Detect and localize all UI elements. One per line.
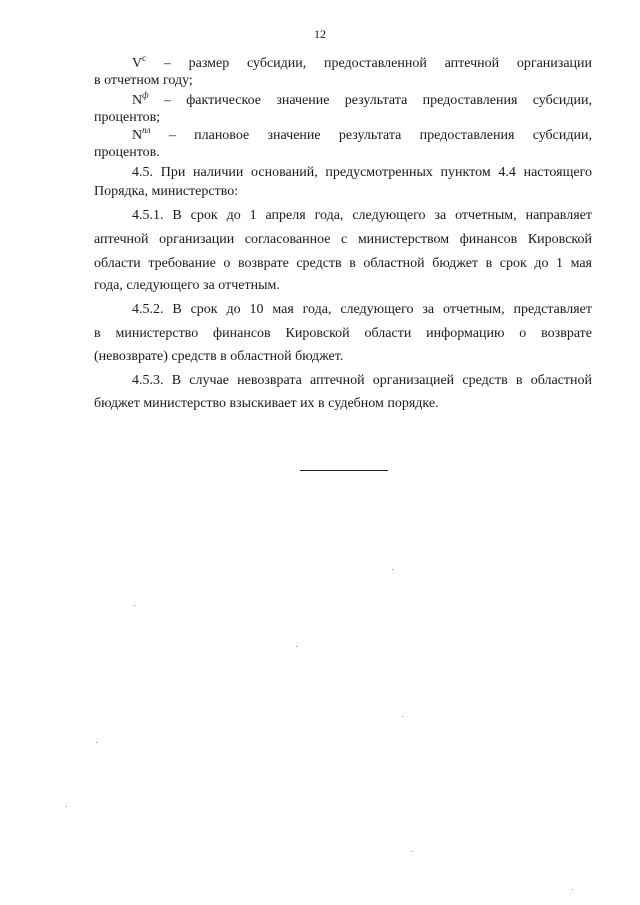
paragraph-line: 4.5.1. В срок до 1 апреля года, следующего за отчетным, направляет (132, 208, 592, 223)
paragraph-line: Порядка, министерство: (94, 184, 239, 199)
definition-line: процентов. (94, 145, 160, 160)
scan-speck (134, 605, 135, 606)
scan-speck (296, 646, 297, 647)
definition-symbol: N (132, 128, 143, 143)
definition-line: процентов; (94, 110, 161, 125)
definition-symbol: V (132, 56, 143, 71)
scan-speck (392, 569, 393, 570)
definition-line (132, 55, 592, 73)
definition-line (132, 127, 592, 145)
definition-line (132, 92, 592, 110)
paragraph-line: аптечной организации согласованное с министерством финансов Кировской (94, 232, 592, 247)
definition-symbol: N (132, 93, 143, 108)
definition-text: – размер субсидии, предоставленной аптечной организации (163, 56, 593, 71)
definition-text: – плановое значение результата предоставления субсидии, (168, 128, 592, 143)
scan-speck (572, 889, 573, 890)
definition-text: – фактическое значение результата предоставления субсидии, (163, 93, 593, 108)
definition-superscript: пл (142, 125, 151, 135)
paragraph-line: в министерство финансов Кировской области информацию о возврате (94, 326, 592, 341)
paragraph-line: 4.5.3. В случае невозврата аптечной организацией средств в областной (132, 373, 592, 388)
scan-speck (402, 716, 403, 717)
definition-line: в отчетном году; (94, 73, 193, 88)
paragraph-line: 4.5.2. В срок до 10 мая года, следующего за отчетным, представляет (132, 302, 592, 317)
scan-speck (411, 851, 412, 852)
paragraph-line: года, следующего за отчетным. (94, 278, 280, 293)
scan-speck (96, 742, 97, 743)
paragraph-line: 4.5. При наличии оснований, предусмотренных пунктом 4.4 настоящего (132, 165, 592, 180)
page-number: 12 (314, 27, 326, 41)
scan-speck (66, 806, 67, 807)
definition-superscript: c (142, 53, 147, 63)
paragraph-line: (невозврате) средств в областной бюджет. (94, 349, 344, 364)
definition-superscript: ф (142, 90, 149, 100)
end-divider (300, 470, 388, 471)
paragraph-line: области требование о возврате средств в областной бюджет в срок до 1 мая (94, 256, 592, 271)
paragraph-line: бюджет министерство взыскивает их в судебном порядке. (94, 396, 439, 411)
